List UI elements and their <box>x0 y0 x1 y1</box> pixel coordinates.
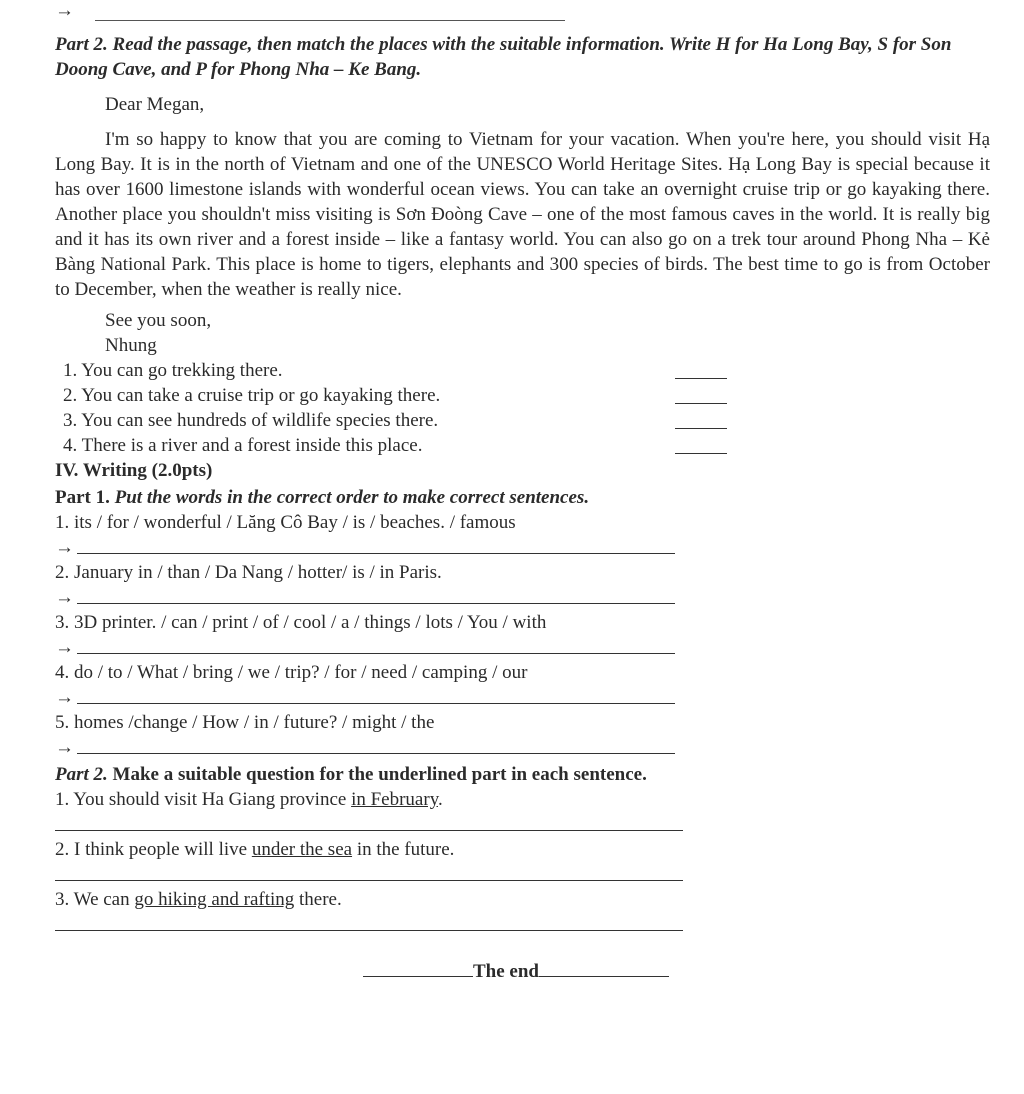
part2-instruction: Make a suitable question for the underlined part in each sentence. <box>112 764 647 785</box>
answer-rule <box>77 703 675 704</box>
writing-title: IV. Writing (2.0pts) <box>55 460 213 481</box>
reading-heading: Part 2. Read the passage, then match the places with the suitable information. Write H for Ha Long Bay, S for Son Doong Cave, and P for Phong Nha – Ke Bang. <box>55 34 952 80</box>
footer-rule <box>539 958 669 977</box>
answer-rule <box>77 553 675 554</box>
prompt-text: 1. You should visit Ha Giang province <box>55 789 352 810</box>
underlined-part: go hiking and rafting <box>134 889 295 910</box>
list-item <box>55 433 990 458</box>
letter-closing: See you soon, <box>105 310 212 331</box>
answer-line[interactable] <box>55 635 990 660</box>
answer-line[interactable] <box>55 535 990 560</box>
list-item <box>55 408 990 433</box>
answer-line[interactable] <box>55 685 990 710</box>
underlined-part: under the sea <box>251 839 353 860</box>
answer-rule <box>55 830 683 831</box>
question-text: 4. There is a river and a forest inside this place. <box>63 435 423 456</box>
answer-rule <box>77 753 675 754</box>
underlined-part: in February <box>351 789 438 810</box>
prompt-text: in the future. <box>352 839 455 860</box>
answer-line[interactable] <box>55 862 990 887</box>
question-items <box>55 787 990 937</box>
answer-rule <box>55 880 683 881</box>
reorder-prompt: 5. homes /change / How / in / future? / might / the <box>55 712 435 733</box>
answer-blank[interactable] <box>675 408 727 429</box>
prompt-text: . <box>437 789 443 810</box>
top-answer-line <box>55 0 990 24</box>
arrow-icon: → <box>55 587 74 608</box>
prompt-text: there. <box>294 889 342 910</box>
answer-rule <box>55 930 683 931</box>
answer-line[interactable] <box>55 585 990 610</box>
the-end-footer <box>363 958 669 984</box>
part1-instruction: Put the words in the correct order to make correct sentences. <box>114 487 590 508</box>
arrow-icon: → <box>55 737 74 758</box>
prompt-text: 3. We can <box>55 889 135 910</box>
answer-blank[interactable] <box>675 433 727 454</box>
question-prompt <box>55 837 990 862</box>
reorder-items <box>55 510 990 760</box>
answer-line[interactable] <box>55 735 990 760</box>
reorder-prompt: 4. do / to / What / bring / we / trip? / for / need / camping / our <box>55 662 528 683</box>
arrow-icon: → <box>55 637 74 658</box>
reorder-prompt: 3. 3D printer. / can / print / of / cool / a / things / lots / You / with <box>55 612 547 633</box>
letter-salutation: Dear Megan, <box>105 94 205 115</box>
question-prompt <box>55 887 990 912</box>
question-prompt <box>55 787 990 812</box>
matching-questions <box>55 358 990 458</box>
answer-line[interactable] <box>55 812 990 837</box>
answer-rule <box>77 603 675 604</box>
part2-lead: Part 2. <box>55 764 108 785</box>
part2-title <box>55 762 990 787</box>
worksheet-page <box>55 0 990 937</box>
answer-rule <box>77 653 675 654</box>
prompt-text: 2. I think people will live <box>55 839 252 860</box>
part1-title <box>55 485 990 510</box>
reorder-prompt: 1. its / for / wonderful / Lăng Cô Bay / is / beaches. / famous <box>55 512 516 533</box>
part1-lead: Part 1. <box>55 487 110 508</box>
answer-blank[interactable] <box>675 358 727 379</box>
question-text: 1. You can go trekking there. <box>63 360 283 381</box>
answer-line[interactable] <box>55 912 990 937</box>
arrow-icon: → <box>55 537 74 558</box>
letter-body: I'm so happy to know that you are coming to Vietnam for your vacation. When you're here, you should visit Hạ Long Bay. It is in the north of Vietnam and one of the UNESCO World Heritage Sites. Hạ Long Bay is special because it has over 1600 limestone islands with wonderful ocean views. You can take an overnight cruise trip or go kayaking there. Another place you shouldn't miss visiting is Sơn Đoòng Cave – one of the most famous caves in the world. It is really big and it has its own river and a forest inside – like a fantasy world. You can also go on a trek tour around Phong Nha – Kẻ Bàng National Park. This place is home to tigers, elephants and 300 species of birds. The best time to go is from October to December, when the weather is really nice. <box>55 129 990 300</box>
list-item <box>55 358 990 383</box>
question-text: 2. You can take a cruise trip or go kayaking there. <box>63 385 441 406</box>
end-text: The end <box>473 961 539 982</box>
letter-signature: Nhung <box>105 335 157 356</box>
arrow-icon: → <box>55 0 74 21</box>
arrow-icon: → <box>55 687 74 708</box>
answer-rule <box>95 20 565 21</box>
reorder-prompt: 2. January in / than / Da Nang / hotter/ is / in Paris. <box>55 562 442 583</box>
answer-blank[interactable] <box>675 383 727 404</box>
question-text: 3. You can see hundreds of wildlife species there. <box>63 410 439 431</box>
list-item <box>55 383 990 408</box>
footer-rule <box>363 958 473 977</box>
